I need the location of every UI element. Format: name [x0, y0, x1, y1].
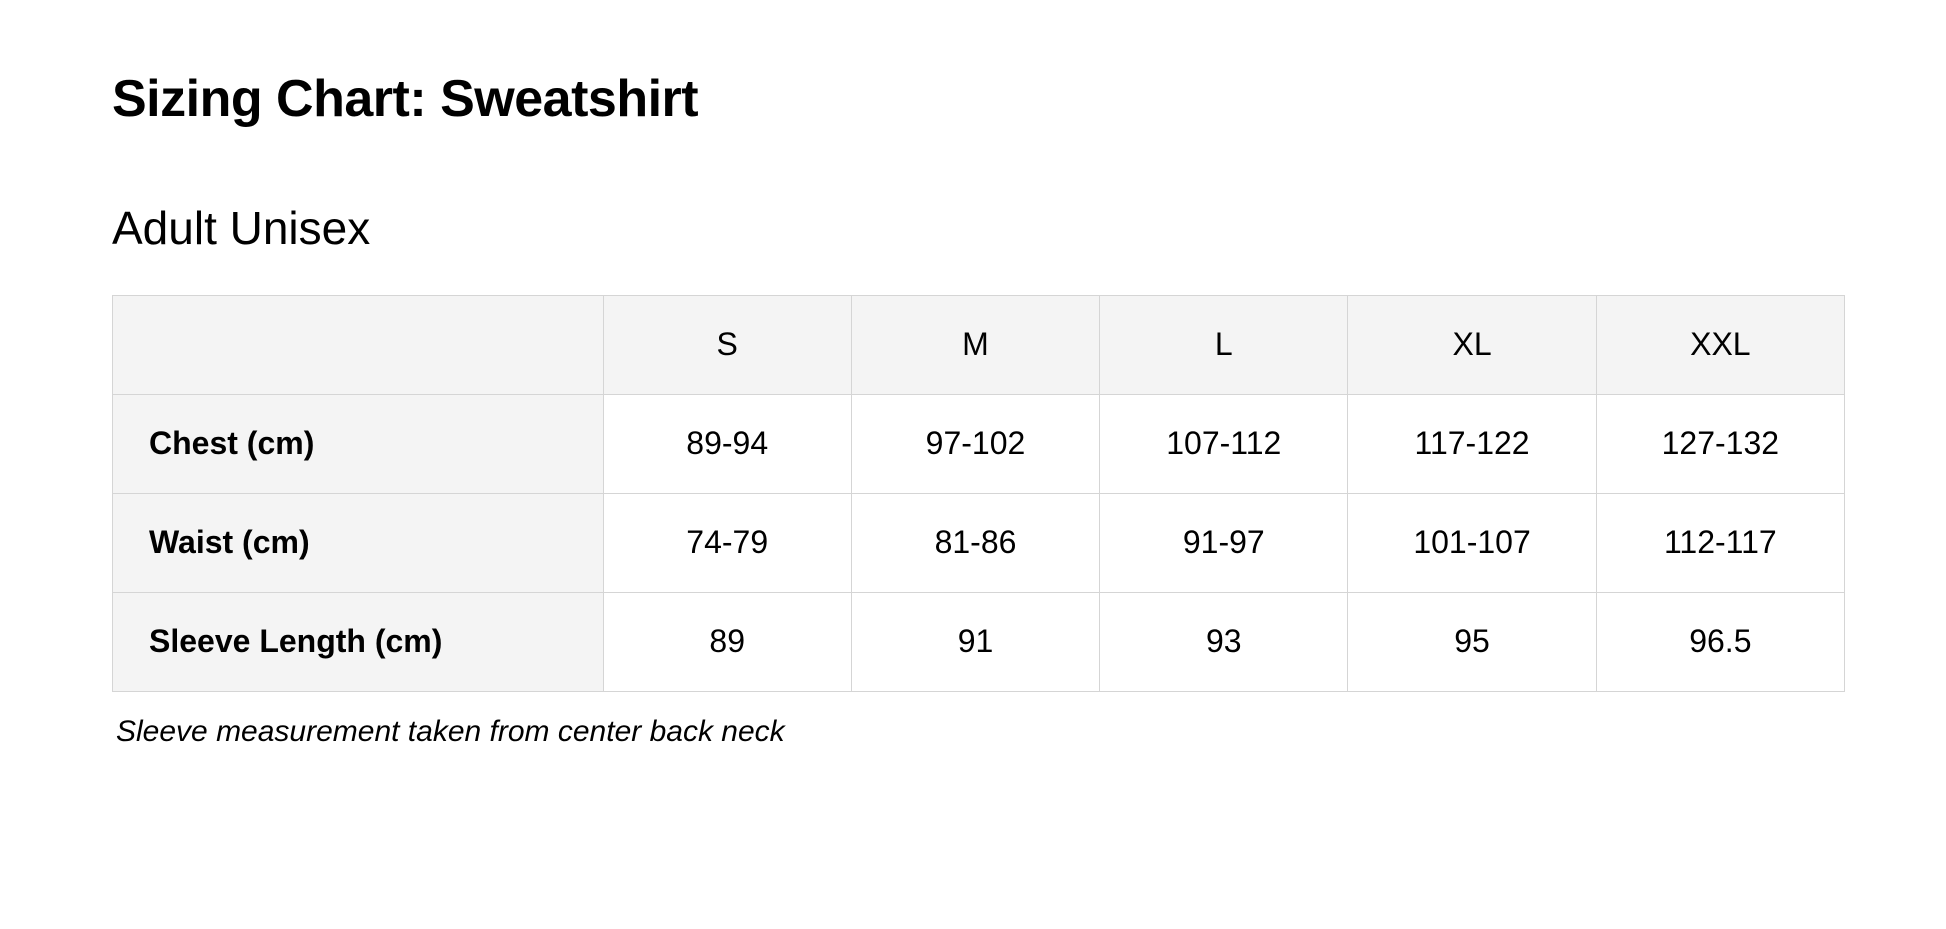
column-header-l: L: [1100, 295, 1348, 394]
row-label-chest: Chest (cm): [113, 394, 604, 493]
cell-chest-s: 89-94: [603, 394, 851, 493]
page-title: Sizing Chart: Sweatshirt: [112, 70, 699, 128]
cell-sleeve-xl: 95: [1348, 592, 1596, 691]
cell-sleeve-l: 93: [1100, 592, 1348, 691]
cell-chest-m: 97-102: [851, 394, 1099, 493]
cell-waist-xl: 101-107: [1348, 493, 1596, 592]
cell-sleeve-s: 89: [603, 592, 851, 691]
section-title: Adult Unisex: [112, 201, 371, 254]
table-header-row: [113, 295, 1845, 394]
cell-chest-xl: 117-122: [1348, 394, 1596, 493]
cell-waist-m: 81-86: [851, 493, 1099, 592]
cell-waist-l: 91-97: [1100, 493, 1348, 592]
cell-chest-xxl: 127-132: [1596, 394, 1844, 493]
table-row: [113, 394, 1845, 493]
column-header-xl: XL: [1348, 295, 1596, 394]
row-label-waist: Waist (cm): [113, 493, 604, 592]
cell-waist-xxl: 112-117: [1596, 493, 1844, 592]
column-header-xxl: XXL: [1596, 295, 1844, 394]
column-header-m: M: [851, 295, 1099, 394]
table-footnote: Sleeve measurement taken from center back neck: [116, 714, 785, 748]
cell-waist-s: 74-79: [603, 493, 851, 592]
table-row: [113, 493, 1845, 592]
table-header: [113, 295, 1845, 394]
cell-sleeve-xxl: 96.5: [1596, 592, 1844, 691]
table-body: [113, 394, 1845, 691]
table-corner-cell: [113, 295, 604, 394]
table-row: [113, 592, 1845, 691]
sizing-table: [112, 295, 1845, 692]
column-header-s: S: [603, 295, 851, 394]
row-label-sleeve-length: Sleeve Length (cm): [113, 592, 604, 691]
cell-sleeve-m: 91: [851, 592, 1099, 691]
cell-chest-l: 107-112: [1100, 394, 1348, 493]
